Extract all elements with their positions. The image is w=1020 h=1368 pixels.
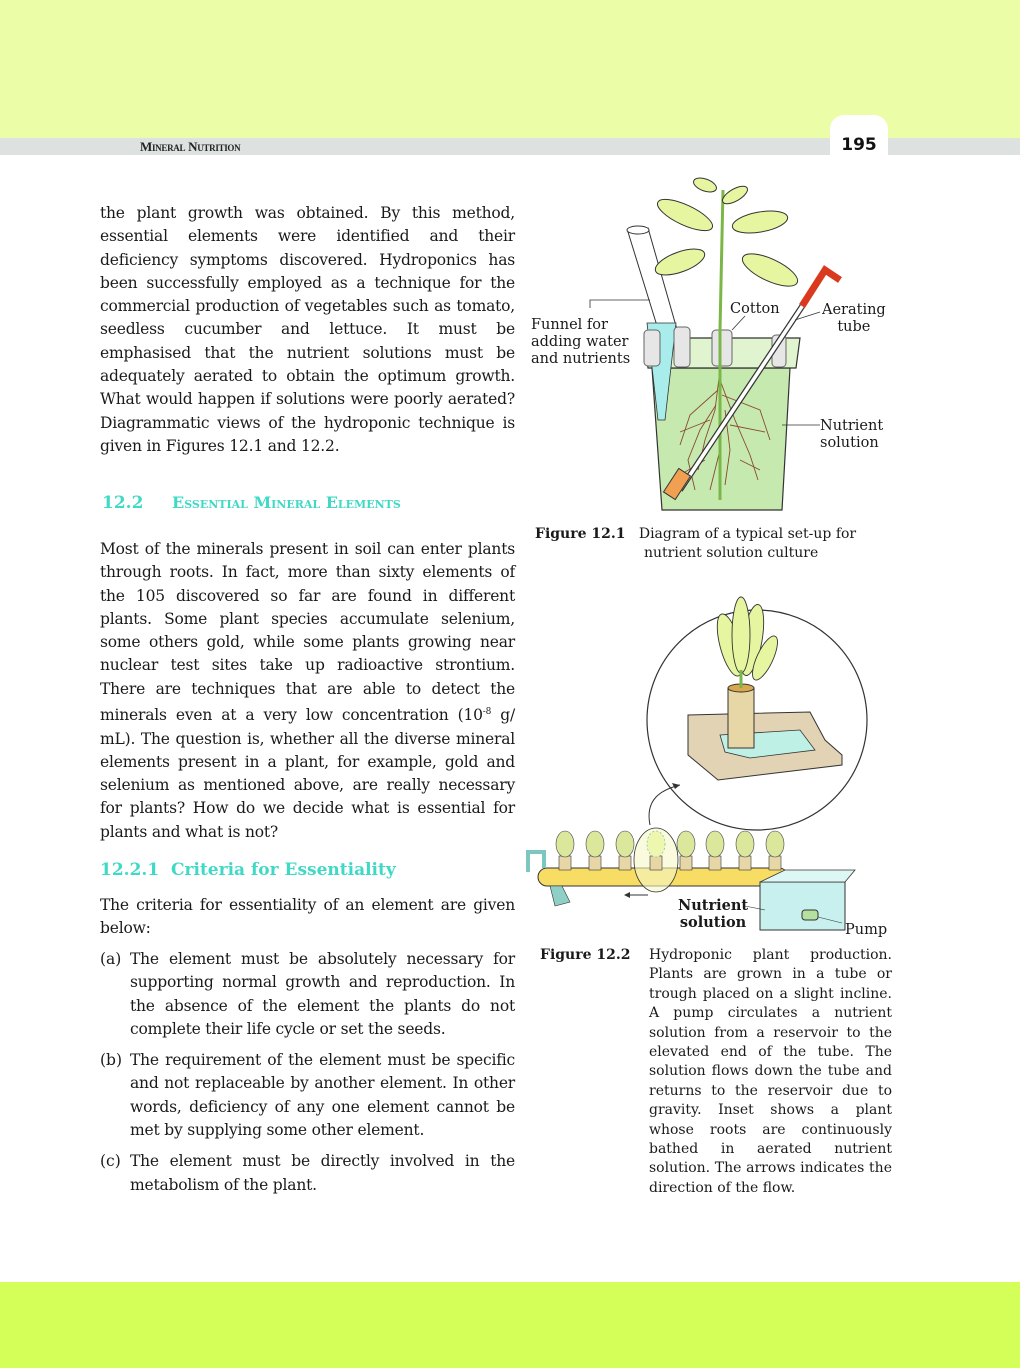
page-number: 195 (841, 135, 877, 155)
nutrient-label-line2: solution (820, 435, 879, 451)
exponent: -8 (482, 707, 492, 718)
funnel-label-line3: and nutrients (531, 351, 631, 367)
figure-12-2-caption-text: Hydroponic plant production. Plants are grown in a tube or trough placed on a slight incline. A pump circulates a nutrient solution from a reservoir to the elevated end of the tube. The solution flows down the tube and returns to the reservoir due to gravity. Inset shows a plant whose roots are continuously bathed in aerated nutrient solution. The arrows indicates the direction of the flow. (649, 947, 892, 1196)
subsection-intro: The criteria for essentiality of an element are given below: (100, 896, 515, 938)
list-marker: (b) (100, 1051, 123, 1070)
list-marker: (c) (100, 1152, 121, 1171)
section-paragraph-part1: Most of the minerals present in soil can enter plants through roots. In fact, more than sixty elements of the 105 discovered so far are found in different plants. Some plant species accumulate selenium, some others gold, while some plants growing near nuclear test sites take up radioactive strontium. There are techniques that are able to detect the minerals even at a very low concentration (10 (100, 540, 515, 725)
pump-label: Pump (845, 922, 888, 938)
fig2-nutrient-label-line1: Nutrient (678, 897, 749, 914)
figure-12-1-caption-label: Figure 12.1 (535, 526, 626, 542)
aerating-label-line2: tube (837, 319, 871, 335)
figure-12-2-diagram (520, 590, 900, 940)
section-paragraph (100, 538, 515, 844)
subsection-title: Criteria for Essentiality (171, 860, 396, 880)
running-title: Mineral Nutrition (140, 139, 241, 154)
fig2-nutrient-solution-label (678, 897, 748, 931)
cotton-label: Cotton (730, 301, 780, 317)
nutrient-label-line1: Nutrient (820, 418, 884, 434)
bottom-color-band (0, 1282, 1020, 1368)
intro-paragraph-block (100, 202, 515, 458)
subsection-heading (100, 860, 396, 880)
fig2-nutrient-label-line2: solution (679, 914, 747, 931)
aerating-label-line1: Aerating (822, 302, 886, 318)
criteria-list (100, 948, 515, 1205)
list-marker: (a) (100, 950, 122, 968)
leaves (652, 175, 802, 292)
section-number: 12.2 (102, 493, 144, 513)
criteria-item-a (100, 948, 515, 1041)
subsection-number: 12.2.1 (100, 860, 160, 880)
nutrient-solution-label (820, 418, 883, 452)
list-text: The element must be absolutely necessary for supporting normal growth and reproduction. In the absence of the element the plants do not complete their life cycle or set the seeds. (130, 950, 515, 1038)
funnel-label-line1: Funnel for (531, 317, 608, 333)
funnel-label-line2: adding water (531, 334, 629, 350)
list-text: The requirement of the element must be specific and not replaceable by another element. In other words, deficiency of any one element cannot be met by supplying some other element. (130, 1051, 515, 1140)
subsection-intro-block (100, 894, 515, 941)
section-heading (102, 493, 401, 513)
figure-12-1-caption (535, 525, 895, 563)
figure-12-1-caption-line2: nutrient solution culture (644, 545, 819, 561)
criteria-item-c (100, 1150, 515, 1197)
figure-12-2-caption (540, 946, 892, 1198)
section-title: Essential Mineral Elements (172, 493, 401, 512)
funnel-label (531, 317, 630, 368)
criteria-item-b (100, 1049, 515, 1142)
list-text: The element must be directly involved in the metabolism of the plant. (130, 1152, 515, 1194)
figure-12-2-caption-label: Figure 12.2 (540, 947, 631, 963)
aerating-tube-label (822, 302, 886, 336)
intro-paragraph: the plant growth was obtained. By this method, essential elements were identified and their deficiency symptoms discovered. Hydroponics has been successfully employed as a technique for the commercial production of vegetables such as tomato, seedless cucumber and lettuce. It must be emphasised that the nutrient solutions must be adequately aerated to obtain the optimum growth. What would happen if solutions were poorly aerated? Diagrammatic views of the hydroponic technique is given in Figures 12.1 and 12.2. (100, 204, 515, 455)
section-paragraph-part2: g/ mL). The question is, whether all the diverse mineral elements present in a plant, for example, gold and selenium as mentioned above, are really necessary for plants? How do we decide what is essential for plants and what is not? (100, 706, 515, 841)
figure-12-1-caption-line1: Diagram of a typical set-up for (638, 526, 857, 542)
section-paragraph-block (100, 538, 515, 844)
